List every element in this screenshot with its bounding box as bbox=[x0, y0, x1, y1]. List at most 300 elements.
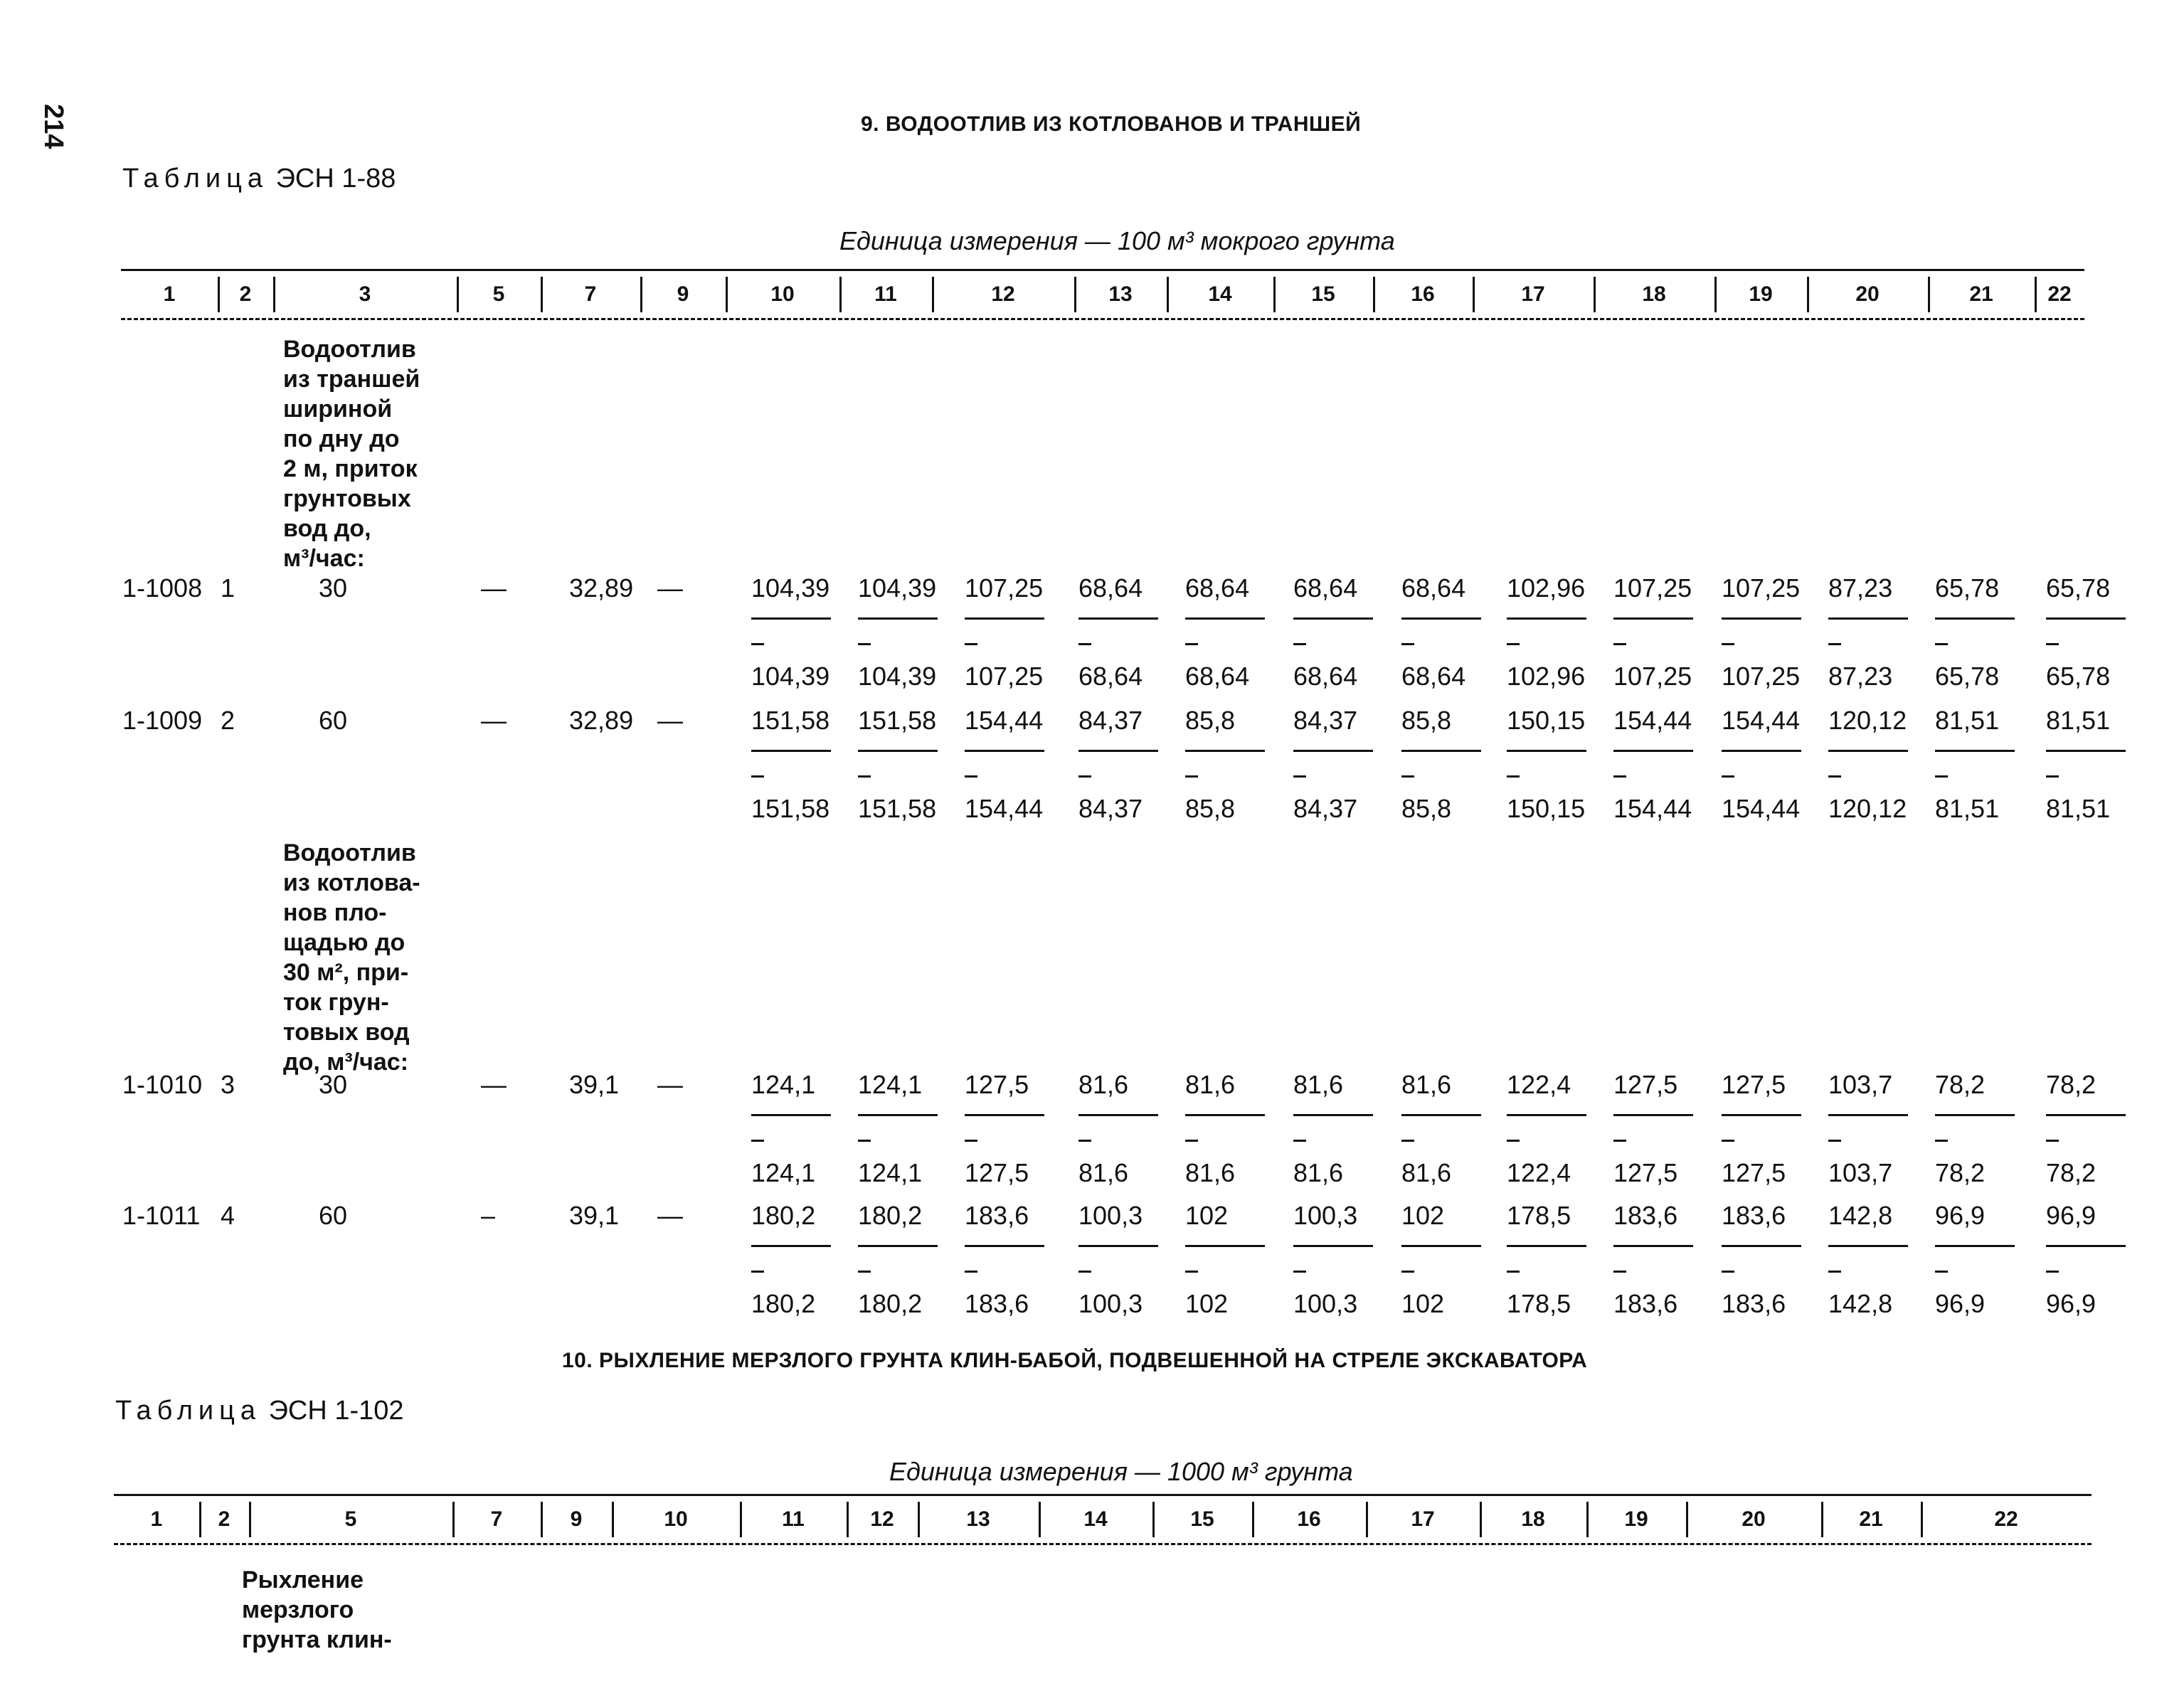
value-denominator: 183,6 bbox=[1722, 1289, 1786, 1318]
value-numerator: 68,64 bbox=[1401, 573, 1466, 603]
dash-mark bbox=[1185, 643, 1198, 645]
description-line: мерзлого bbox=[242, 1596, 354, 1623]
value-denominator: 100,3 bbox=[1293, 1289, 1358, 1318]
column-separator bbox=[457, 277, 459, 312]
column-header: 5 bbox=[492, 282, 505, 306]
column-header: 11 bbox=[874, 282, 897, 306]
column-header: 12 bbox=[870, 1507, 894, 1531]
fraction-line bbox=[965, 750, 1044, 752]
dash-mark bbox=[1401, 643, 1414, 645]
fraction-line bbox=[1935, 617, 2015, 620]
column-header: 15 bbox=[1311, 282, 1335, 306]
dash-mark bbox=[1185, 1140, 1198, 1142]
fraction-line bbox=[858, 617, 938, 620]
fraction-line bbox=[1935, 750, 2015, 752]
fraction-line bbox=[1613, 750, 1693, 752]
column-separator bbox=[1480, 1502, 1482, 1537]
table-label-word: Таблица bbox=[122, 164, 268, 193]
dash-mark bbox=[1722, 643, 1734, 645]
column-header: 9 bbox=[677, 282, 689, 306]
value-denominator: 180,2 bbox=[858, 1289, 923, 1318]
column-separator bbox=[1807, 277, 1809, 312]
fraction-line bbox=[1293, 1114, 1373, 1116]
fraction-line bbox=[2046, 1245, 2126, 1247]
fraction-line bbox=[965, 1245, 1044, 1247]
dash-mark bbox=[1828, 775, 1841, 778]
fraction-line bbox=[858, 1245, 938, 1247]
dash-mark bbox=[1828, 643, 1841, 645]
dash-mark bbox=[1293, 775, 1306, 778]
value-numerator: 127,5 bbox=[1613, 1070, 1678, 1099]
fraction-line bbox=[1078, 617, 1158, 620]
column-separator bbox=[1167, 277, 1169, 312]
value-denominator: 78,2 bbox=[1935, 1158, 1986, 1187]
value-denominator: 127,5 bbox=[1613, 1158, 1678, 1187]
fraction-line bbox=[1828, 1114, 1908, 1116]
value-numerator: 68,64 bbox=[1293, 573, 1358, 603]
description-line: ток грун- bbox=[283, 989, 389, 1016]
column-separator bbox=[640, 277, 642, 312]
value-denominator: 107,25 bbox=[965, 662, 1044, 691]
value-denominator: 127,5 bbox=[1722, 1158, 1786, 1187]
value-numerator: 183,6 bbox=[1722, 1201, 1786, 1230]
column-header: 1 bbox=[163, 282, 176, 306]
value-numerator: 81,6 bbox=[1078, 1070, 1129, 1099]
section-10-title: 10. РЫХЛЕНИЕ МЕРЗЛОГО ГРУНТА КЛИН-БАБОЙ, ПОДВЕШЕННОЙ НА СТРЕЛЕ ЭКСКАВАТОРА bbox=[562, 1349, 1588, 1372]
fraction-line bbox=[1507, 1114, 1586, 1116]
column-header: 2 bbox=[218, 1507, 230, 1531]
fraction-line bbox=[1185, 750, 1265, 752]
column-separator bbox=[1821, 1502, 1823, 1537]
fraction-line bbox=[1507, 1245, 1586, 1247]
fraction-line bbox=[1401, 1114, 1481, 1116]
value-denominator: 68,64 bbox=[1185, 662, 1250, 691]
description-line: 2 м, приток bbox=[283, 455, 418, 482]
dash-mark bbox=[965, 775, 977, 778]
column-separator bbox=[1039, 1502, 1041, 1537]
table-header-9 bbox=[121, 269, 2084, 320]
column-separator bbox=[1594, 277, 1596, 312]
column-header: 11 bbox=[782, 1507, 805, 1531]
column-7-value: 39,1 bbox=[569, 1070, 620, 1099]
column-separator bbox=[839, 277, 842, 312]
description-line: из траншей bbox=[283, 366, 420, 393]
column-9-value: — bbox=[657, 1201, 683, 1230]
value-numerator: 78,2 bbox=[2046, 1070, 2096, 1099]
value-denominator: 65,78 bbox=[2046, 662, 2111, 691]
dash-mark bbox=[965, 1140, 977, 1142]
value-numerator: 78,2 bbox=[1935, 1070, 1986, 1099]
fraction-line bbox=[1401, 617, 1481, 620]
value-numerator: 68,64 bbox=[1185, 573, 1250, 603]
column-separator bbox=[1586, 1502, 1589, 1537]
column-header: 18 bbox=[1521, 1507, 1545, 1531]
column-header: 5 bbox=[344, 1507, 357, 1531]
fraction-line bbox=[1078, 1245, 1158, 1247]
value-numerator: 81,51 bbox=[2046, 706, 2111, 735]
column-separator bbox=[1366, 1502, 1368, 1537]
dash-mark bbox=[1293, 1140, 1306, 1142]
value-numerator: 107,25 bbox=[1613, 573, 1692, 603]
column-7-value: 39,1 bbox=[569, 1201, 620, 1230]
value-denominator: 78,2 bbox=[2046, 1158, 2096, 1187]
column-9-value: — bbox=[657, 1070, 683, 1099]
value-denominator: 84,37 bbox=[1078, 794, 1143, 823]
column-separator bbox=[541, 1502, 543, 1537]
column-separator bbox=[2035, 277, 2037, 312]
value-numerator: 65,78 bbox=[1935, 573, 2000, 603]
fraction-line bbox=[1185, 1114, 1265, 1116]
column-5-value: — bbox=[481, 1070, 507, 1099]
value-denominator: 81,51 bbox=[2046, 794, 2111, 823]
row-number: 1 bbox=[221, 573, 235, 603]
value-numerator: 154,44 bbox=[1613, 706, 1692, 735]
column-5-value: – bbox=[481, 1201, 496, 1230]
dash-mark bbox=[858, 775, 871, 778]
value-numerator: 178,5 bbox=[1507, 1201, 1571, 1230]
description-frozen-soil bbox=[242, 1565, 392, 1655]
fraction-line bbox=[1293, 617, 1373, 620]
value-denominator: 84,37 bbox=[1293, 794, 1358, 823]
dash-mark bbox=[1935, 643, 1948, 645]
description-line: Водоотлив bbox=[283, 839, 416, 866]
fraction-line bbox=[751, 617, 831, 620]
value-numerator: 122,4 bbox=[1507, 1070, 1571, 1099]
fraction-line bbox=[1613, 617, 1693, 620]
dash-mark bbox=[1613, 775, 1626, 778]
column-header: 14 bbox=[1083, 1507, 1108, 1531]
column-header: 20 bbox=[1855, 282, 1880, 306]
page-number: 214 bbox=[38, 104, 68, 149]
value-numerator: 104,39 bbox=[858, 573, 937, 603]
column-header: 17 bbox=[1411, 1507, 1435, 1531]
description-line: грунта клин- bbox=[242, 1626, 392, 1653]
dash-mark bbox=[1935, 1140, 1948, 1142]
value-denominator: 100,3 bbox=[1078, 1289, 1143, 1318]
fraction-line bbox=[751, 750, 831, 752]
value-numerator: 183,6 bbox=[965, 1201, 1029, 1230]
table-header-10 bbox=[114, 1494, 2092, 1545]
dash-mark bbox=[1613, 643, 1626, 645]
dash-mark bbox=[1507, 775, 1520, 778]
value-denominator: 103,7 bbox=[1828, 1158, 1893, 1187]
value-denominator: 68,64 bbox=[1078, 662, 1143, 691]
dash-mark bbox=[1078, 643, 1091, 645]
description-line: шириной bbox=[283, 396, 393, 423]
row-parameter: 60 bbox=[319, 1201, 348, 1230]
value-denominator: 85,8 bbox=[1401, 794, 1452, 823]
dash-mark bbox=[858, 1140, 871, 1142]
column-separator bbox=[918, 1502, 920, 1537]
dash-mark bbox=[1507, 1271, 1520, 1273]
fraction-line bbox=[1828, 617, 1908, 620]
value-denominator: 107,25 bbox=[1613, 662, 1692, 691]
fraction-line bbox=[2046, 617, 2126, 620]
dash-mark bbox=[1401, 1271, 1414, 1273]
column-separator bbox=[541, 277, 543, 312]
dash-mark bbox=[2046, 1271, 2059, 1273]
fraction-line bbox=[751, 1245, 831, 1247]
value-numerator: 84,37 bbox=[1293, 706, 1358, 735]
column-header: 14 bbox=[1208, 282, 1232, 306]
column-separator bbox=[452, 1502, 455, 1537]
column-separator bbox=[1921, 1502, 1923, 1537]
value-numerator: 150,15 bbox=[1507, 706, 1586, 735]
value-numerator: 81,6 bbox=[1293, 1070, 1344, 1099]
value-numerator: 96,9 bbox=[2046, 1201, 2096, 1230]
value-denominator: 127,5 bbox=[965, 1158, 1029, 1187]
column-separator bbox=[932, 277, 934, 312]
fraction-line bbox=[1613, 1245, 1693, 1247]
dash-mark bbox=[1613, 1140, 1626, 1142]
value-numerator: 87,23 bbox=[1828, 573, 1893, 603]
value-numerator: 81,51 bbox=[1935, 706, 2000, 735]
dash-mark bbox=[1401, 1140, 1414, 1142]
fraction-line bbox=[1722, 750, 1801, 752]
fraction-line bbox=[1185, 1245, 1265, 1247]
dash-mark bbox=[1293, 1271, 1306, 1273]
value-numerator: 104,39 bbox=[751, 573, 830, 603]
value-denominator: 102,96 bbox=[1507, 662, 1586, 691]
fraction-line bbox=[1507, 617, 1586, 620]
value-numerator: 85,8 bbox=[1185, 706, 1236, 735]
description-line: до, м³/час: bbox=[283, 1049, 409, 1076]
value-denominator: 151,58 bbox=[858, 794, 937, 823]
value-denominator: 183,6 bbox=[965, 1289, 1029, 1318]
column-header: 22 bbox=[2047, 282, 2072, 306]
value-denominator: 154,44 bbox=[1722, 794, 1801, 823]
column-header: 7 bbox=[490, 1507, 503, 1531]
column-header: 20 bbox=[1742, 1507, 1766, 1531]
dash-mark bbox=[2046, 643, 2059, 645]
group-description-pits bbox=[283, 838, 420, 1077]
value-numerator: 154,44 bbox=[1722, 706, 1801, 735]
description-line: грунтовых bbox=[283, 485, 411, 512]
column-header: 19 bbox=[1624, 1507, 1648, 1531]
fraction-line bbox=[858, 750, 938, 752]
value-numerator: 85,8 bbox=[1401, 706, 1452, 735]
value-numerator: 127,5 bbox=[1722, 1070, 1786, 1099]
dash-mark bbox=[751, 1140, 764, 1142]
fraction-line bbox=[965, 1114, 1044, 1116]
value-numerator: 107,25 bbox=[1722, 573, 1801, 603]
dash-mark bbox=[858, 1271, 871, 1273]
description-line: щадью до bbox=[283, 929, 405, 956]
value-denominator: 154,44 bbox=[1613, 794, 1692, 823]
value-denominator: 122,4 bbox=[1507, 1158, 1571, 1187]
description-line: м³/час: bbox=[283, 545, 365, 572]
fraction-line bbox=[858, 1114, 938, 1116]
value-numerator: 180,2 bbox=[751, 1201, 816, 1230]
value-denominator: 81,6 bbox=[1401, 1158, 1452, 1187]
value-denominator: 120,12 bbox=[1828, 794, 1907, 823]
value-numerator: 81,6 bbox=[1401, 1070, 1452, 1099]
value-numerator: 84,37 bbox=[1078, 706, 1143, 735]
value-numerator: 183,6 bbox=[1613, 1201, 1678, 1230]
row-code: 1-1011 bbox=[122, 1201, 201, 1230]
column-separator bbox=[249, 1502, 251, 1537]
column-separator bbox=[1252, 1502, 1254, 1537]
value-denominator: 81,6 bbox=[1185, 1158, 1236, 1187]
dash-mark bbox=[1722, 775, 1734, 778]
fraction-line bbox=[1613, 1114, 1693, 1116]
column-separator bbox=[1074, 277, 1076, 312]
column-5-value: — bbox=[481, 573, 507, 603]
column-header: 15 bbox=[1190, 1507, 1214, 1531]
value-denominator: 104,39 bbox=[751, 662, 830, 691]
fraction-line bbox=[1293, 1245, 1373, 1247]
value-numerator: 102 bbox=[1401, 1201, 1445, 1230]
column-separator bbox=[218, 277, 220, 312]
dash-mark bbox=[1078, 1271, 1091, 1273]
unit-line-10: Единица измерения — 1000 м³ грунта bbox=[889, 1457, 1353, 1486]
value-numerator: 102 bbox=[1185, 1201, 1229, 1230]
column-header: 21 bbox=[1969, 282, 1993, 306]
fraction-line bbox=[1828, 1245, 1908, 1247]
dash-mark bbox=[1828, 1140, 1841, 1142]
dash-mark bbox=[1828, 1271, 1841, 1273]
description-line: Рыхление bbox=[242, 1566, 364, 1593]
column-separator bbox=[1714, 277, 1717, 312]
column-header: 13 bbox=[1108, 282, 1133, 306]
value-numerator: 120,12 bbox=[1828, 706, 1907, 735]
dash-mark bbox=[965, 1271, 977, 1273]
row-number: 3 bbox=[221, 1070, 235, 1099]
dash-mark bbox=[965, 643, 977, 645]
value-denominator: 68,64 bbox=[1293, 662, 1358, 691]
description-line: вод до, bbox=[283, 515, 371, 542]
dash-mark bbox=[1722, 1271, 1734, 1273]
value-numerator: 68,64 bbox=[1078, 573, 1143, 603]
fraction-line bbox=[2046, 1114, 2126, 1116]
column-separator bbox=[1152, 1502, 1155, 1537]
column-header: 17 bbox=[1521, 282, 1545, 306]
column-separator bbox=[1928, 277, 1930, 312]
column-header: 12 bbox=[991, 282, 1015, 306]
fraction-line bbox=[1507, 750, 1586, 752]
dash-mark bbox=[1078, 775, 1091, 778]
value-numerator: 151,58 bbox=[858, 706, 937, 735]
description-line: товых вод bbox=[283, 1019, 410, 1046]
row-parameter: 60 bbox=[319, 706, 348, 735]
fraction-line bbox=[1078, 750, 1158, 752]
description-line: Водоотлив bbox=[283, 336, 416, 363]
value-numerator: 142,8 bbox=[1828, 1201, 1893, 1230]
row-code: 1-1009 bbox=[122, 706, 203, 735]
column-separator bbox=[847, 1502, 849, 1537]
value-denominator: 96,9 bbox=[2046, 1289, 2096, 1318]
row-code: 1-1010 bbox=[122, 1070, 203, 1099]
table-label-code: ЭСН 1-88 bbox=[275, 164, 396, 193]
dash-mark bbox=[751, 775, 764, 778]
value-denominator: 65,78 bbox=[1935, 662, 2000, 691]
column-header: 19 bbox=[1749, 282, 1773, 306]
column-header: 3 bbox=[359, 282, 371, 306]
fraction-line bbox=[1828, 750, 1908, 752]
dash-mark bbox=[1935, 775, 1948, 778]
fraction-line bbox=[1935, 1114, 2015, 1116]
value-denominator: 102 bbox=[1185, 1289, 1229, 1318]
value-denominator: 104,39 bbox=[858, 662, 937, 691]
column-9-value: — bbox=[657, 573, 683, 603]
dash-mark bbox=[751, 643, 764, 645]
dash-mark bbox=[1935, 1271, 1948, 1273]
value-numerator: 124,1 bbox=[858, 1070, 923, 1099]
value-denominator: 124,1 bbox=[858, 1158, 923, 1187]
column-separator bbox=[273, 277, 275, 312]
value-numerator: 65,78 bbox=[2046, 573, 2111, 603]
fraction-line bbox=[1185, 617, 1265, 620]
value-denominator: 102 bbox=[1401, 1289, 1445, 1318]
value-denominator: 150,15 bbox=[1507, 794, 1586, 823]
value-numerator: 102,96 bbox=[1507, 573, 1586, 603]
dash-mark bbox=[1185, 1271, 1198, 1273]
description-line: 30 м², при- bbox=[283, 959, 409, 986]
row-parameter: 30 bbox=[319, 1070, 348, 1099]
column-separator bbox=[1473, 277, 1475, 312]
value-denominator: 180,2 bbox=[751, 1289, 816, 1318]
value-numerator: 107,25 bbox=[965, 573, 1044, 603]
section-9-title: 9. ВОДООТЛИВ ИЗ КОТЛОВАНОВ И ТРАНШЕЙ bbox=[861, 112, 1362, 136]
column-separator bbox=[199, 1502, 201, 1537]
dash-mark bbox=[2046, 775, 2059, 778]
fraction-line bbox=[751, 1114, 831, 1116]
dash-mark bbox=[1078, 1140, 1091, 1142]
description-line: по дну до bbox=[283, 425, 400, 452]
value-denominator: 151,58 bbox=[751, 794, 830, 823]
dash-mark bbox=[858, 643, 871, 645]
value-denominator: 183,6 bbox=[1613, 1289, 1678, 1318]
value-denominator: 178,5 bbox=[1507, 1289, 1571, 1318]
fraction-line bbox=[2046, 750, 2126, 752]
value-denominator: 81,6 bbox=[1078, 1158, 1129, 1187]
value-denominator: 68,64 bbox=[1401, 662, 1466, 691]
value-denominator: 154,44 bbox=[965, 794, 1044, 823]
fraction-line bbox=[1935, 1245, 2015, 1247]
column-header: 21 bbox=[1859, 1507, 1883, 1531]
value-numerator: 100,3 bbox=[1293, 1201, 1358, 1230]
column-header: 10 bbox=[770, 282, 795, 306]
value-numerator: 127,5 bbox=[965, 1070, 1029, 1099]
column-header: 16 bbox=[1411, 282, 1435, 306]
value-numerator: 180,2 bbox=[858, 1201, 923, 1230]
column-header: 1 bbox=[150, 1507, 163, 1531]
dash-mark bbox=[1722, 1140, 1734, 1142]
value-denominator: 87,23 bbox=[1828, 662, 1893, 691]
row-parameter: 30 bbox=[319, 573, 348, 603]
dash-mark bbox=[1613, 1271, 1626, 1273]
fraction-line bbox=[1722, 1114, 1801, 1116]
value-numerator: 124,1 bbox=[751, 1070, 816, 1099]
table-label-code: ЭСН 1-102 bbox=[268, 1396, 404, 1426]
fraction-line bbox=[1078, 1114, 1158, 1116]
row-number: 2 bbox=[221, 706, 235, 735]
dash-mark bbox=[1401, 775, 1414, 778]
value-numerator: 154,44 bbox=[965, 706, 1044, 735]
column-separator bbox=[612, 1502, 614, 1537]
value-numerator: 96,9 bbox=[1935, 1201, 1986, 1230]
column-7-value: 32,89 bbox=[569, 706, 634, 735]
value-numerator: 81,6 bbox=[1185, 1070, 1236, 1099]
column-header: 13 bbox=[966, 1507, 990, 1531]
fraction-line bbox=[1722, 1245, 1801, 1247]
value-numerator: 100,3 bbox=[1078, 1201, 1143, 1230]
value-denominator: 81,6 bbox=[1293, 1158, 1344, 1187]
value-denominator: 81,51 bbox=[1935, 794, 2000, 823]
dash-mark bbox=[1507, 1140, 1520, 1142]
row-code: 1-1008 bbox=[122, 573, 203, 603]
table-label-word: Таблица bbox=[115, 1396, 261, 1426]
